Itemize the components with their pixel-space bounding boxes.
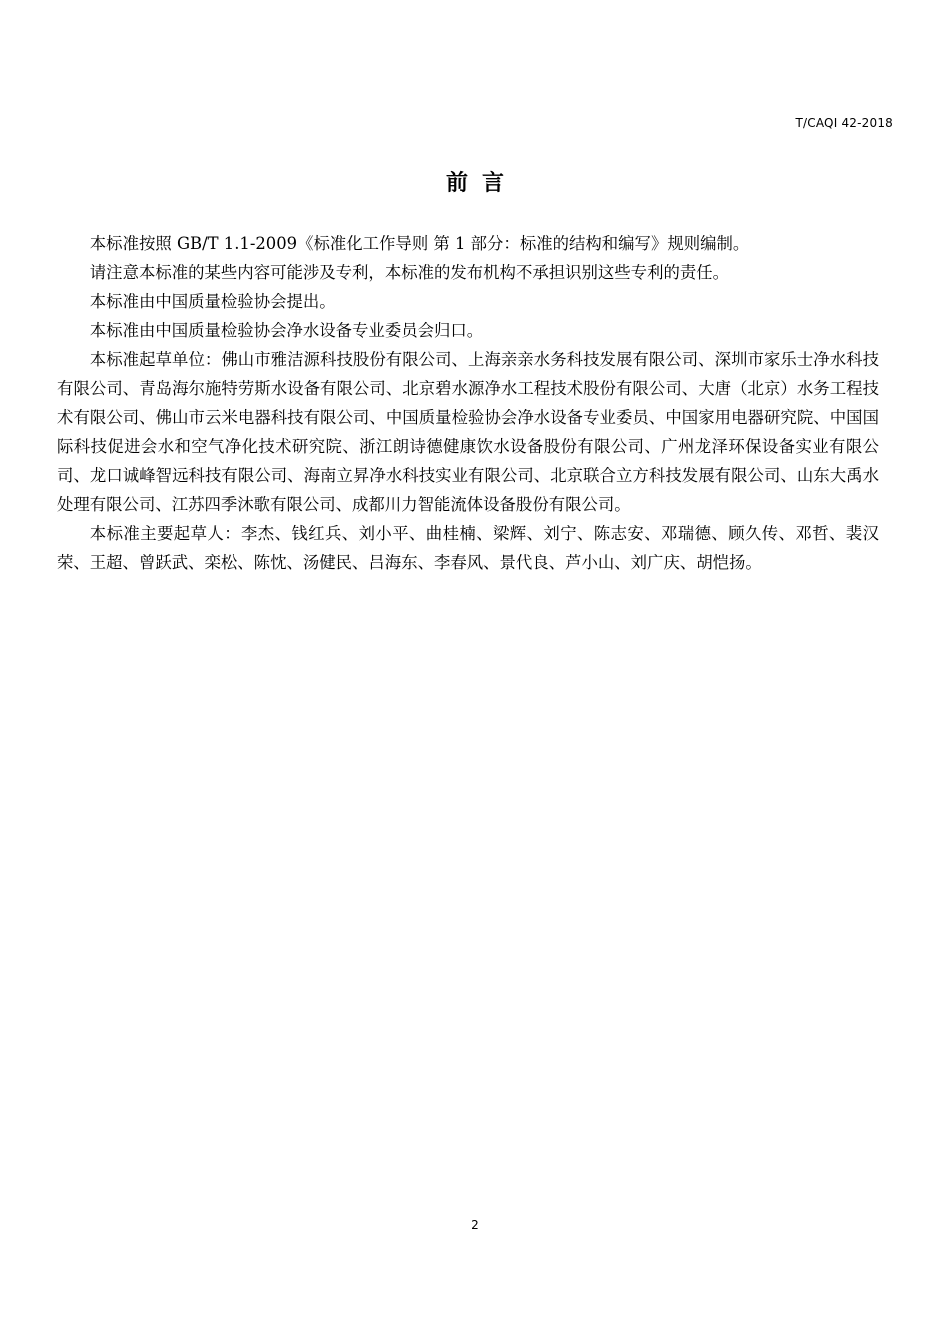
paragraph-administrator: 本标准由中国质量检验协会净水设备专业委员会归口。: [89, 321, 484, 340]
foreword-body: [57, 229, 879, 577]
paragraph-proposer: 本标准由中国质量检验协会提出。: [89, 292, 336, 311]
page-title: 前言: [445, 171, 518, 196]
paragraph-drafting-rules: 本标准按照 GB/T 1.1-2009《标准化工作导则 第 1 部分：标准的结构和编写》规则编制。: [89, 234, 750, 253]
standard-code: T/CAQI 42-2018: [795, 116, 893, 130]
paragraph-drafters: 本标准主要起草人：李杰、钱红兵、刘小平、曲桂楠、梁辉、刘宁、陈志安、邓瑞德、顾久传、邓哲、裴汉荣、王超、曾跃武、栾松、陈忱、汤健民、吕海东、李春风、景代良、芦小山、刘广庆、胡恺扬。: [57, 524, 879, 572]
paragraph-patent-notice: 请注意本标准的某些内容可能涉及专利，本标准的发布机构不承担识别这些专利的责任。: [89, 263, 730, 282]
page-number: 2: [471, 1218, 479, 1232]
paragraph-drafting-units: 本标准起草单位：佛山市雅洁源科技股份有限公司、上海亲亲水务科技发展有限公司、深圳市家乐士净水科技有限公司、青岛海尔施特劳斯水设备有限公司、北京碧水源净水工程技术股份有限公司、大唐（北京）水务工程技术有限公司、佛山市云米电器科技有限公司、中国质量检验协会净水设备专业委员、中国家用电器研究院、中国国际科技促进会水和空气净化技术研究院、浙江朗诗德健康饮水设备股份有限公司、广州龙泽环保设备实业有限公司、龙口诚峰智远科技有限公司、海南立昇净水科技实业有限公司、北京联合立方科技发展有限公司、山东大禹水处理有限公司、江苏四季沐歌有限公司、成都川力智能流体设备股份有限公司。: [57, 350, 879, 514]
